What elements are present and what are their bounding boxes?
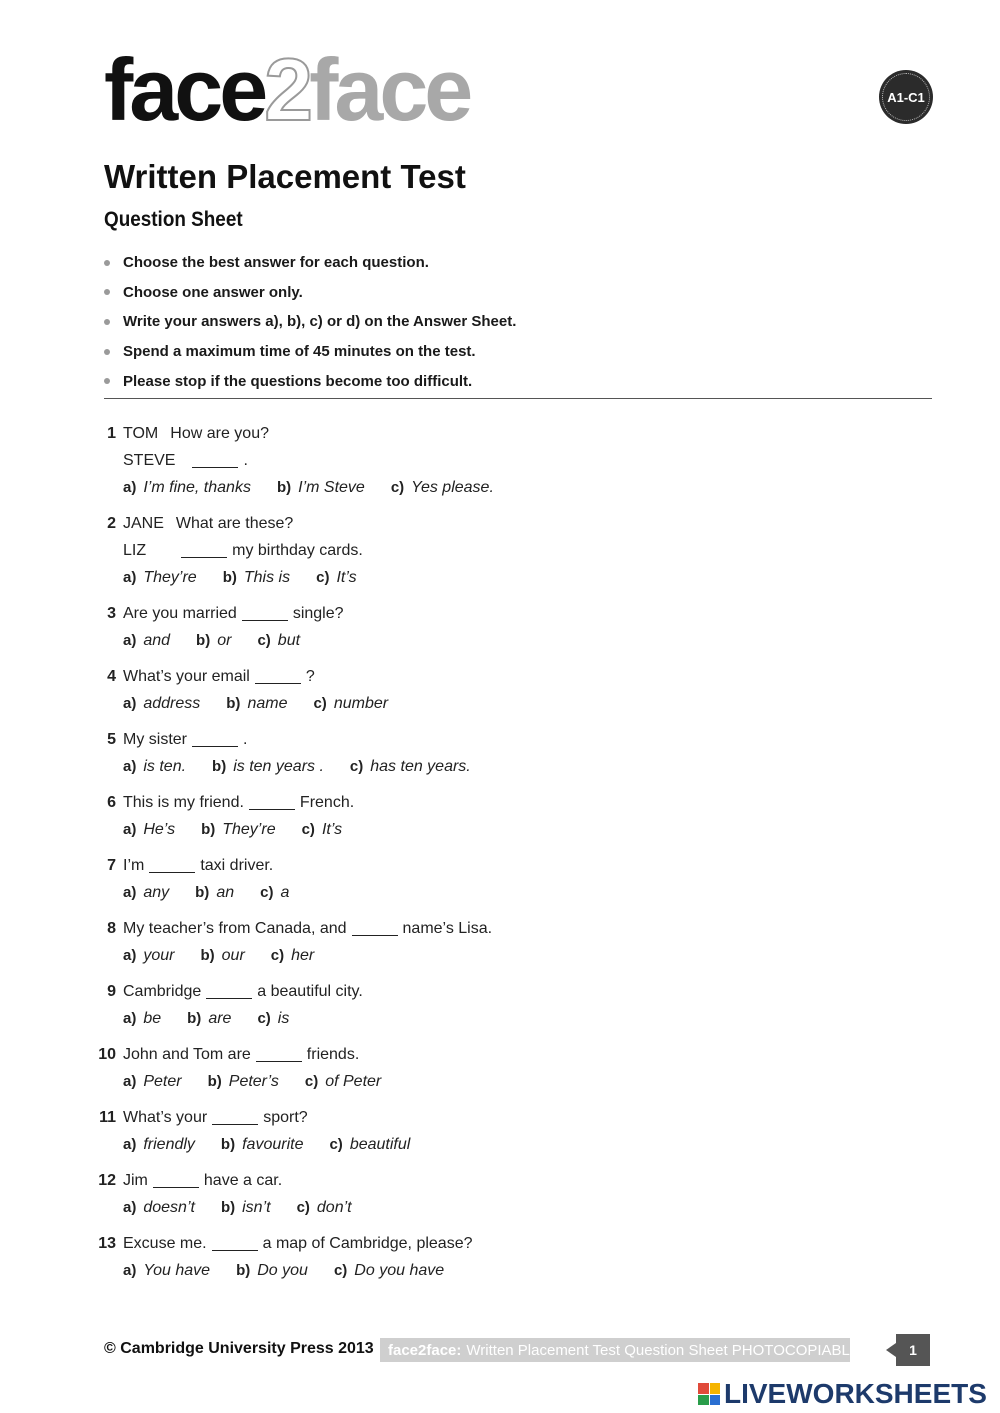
answer-options xyxy=(90,942,930,969)
option-text: is ten years . xyxy=(233,757,324,775)
answer-options xyxy=(90,1194,930,1221)
question-line xyxy=(90,510,930,537)
option-text: is xyxy=(277,1009,290,1027)
option-text: They’re xyxy=(222,820,276,838)
page-title: Written Placement Test xyxy=(104,158,466,195)
answer-option xyxy=(123,1262,210,1280)
bullet-icon xyxy=(104,260,110,266)
answer-option xyxy=(123,1199,195,1217)
question-text-after: name’s Lisa. xyxy=(402,919,493,937)
option-label: b) xyxy=(195,884,210,901)
question-text: My teacher’s from Canada, and xyxy=(123,919,347,937)
option-text: but xyxy=(277,631,301,649)
answer-options xyxy=(90,1257,930,1284)
footer-brand: face2face: xyxy=(388,1341,462,1359)
option-text: Yes please. xyxy=(411,478,494,496)
answer-option xyxy=(123,1136,195,1154)
option-label: a) xyxy=(123,884,137,901)
option-label: a) xyxy=(123,1073,137,1090)
answer-option xyxy=(226,695,287,713)
instruction-text: Choose one answer only. xyxy=(123,283,303,301)
question-text-after: ? xyxy=(305,667,315,685)
page-pointer-icon xyxy=(886,1343,896,1357)
question-item xyxy=(90,420,930,501)
option-label: b) xyxy=(196,632,211,649)
option-text: be xyxy=(143,1009,162,1027)
option-label: c) xyxy=(316,569,330,586)
answer-options xyxy=(90,1068,930,1095)
answer-option xyxy=(123,479,251,497)
question-item xyxy=(90,852,930,906)
answer-blank xyxy=(255,669,301,684)
option-text: isn’t xyxy=(242,1198,271,1216)
answer-option xyxy=(305,1073,381,1091)
answer-option xyxy=(123,695,200,713)
question-text-after: friends. xyxy=(306,1045,360,1063)
question-line xyxy=(90,1104,930,1131)
question-line xyxy=(90,1041,930,1068)
question-text-after: have a car. xyxy=(203,1171,283,1189)
answer-option xyxy=(123,569,197,587)
answer-option xyxy=(123,758,186,776)
question-item xyxy=(90,1230,930,1284)
answer-option xyxy=(350,758,471,776)
logo-part-2: 2 xyxy=(264,40,310,139)
option-label: c) xyxy=(349,758,364,775)
question-number: 11 xyxy=(99,1108,116,1126)
answer-options xyxy=(90,564,930,591)
option-label: b) xyxy=(207,1073,222,1090)
option-text: her xyxy=(291,946,315,964)
answer-blank xyxy=(352,921,398,936)
answer-option xyxy=(195,884,234,902)
option-label: a) xyxy=(123,1010,137,1027)
question-number: 5 xyxy=(107,730,116,748)
option-text: or xyxy=(217,631,232,649)
question-text-after: . xyxy=(243,730,248,748)
answer-option xyxy=(221,1199,271,1217)
page-subtitle: Question Sheet xyxy=(104,208,243,231)
question-line xyxy=(90,1230,930,1257)
question-text-after: French. xyxy=(299,793,355,811)
option-label: c) xyxy=(313,695,327,712)
option-text: Peter’s xyxy=(228,1072,279,1090)
liveworksheets-watermark xyxy=(698,1378,987,1410)
instruction-text: Choose the best answer for each question. xyxy=(123,254,429,272)
question-number: 4 xyxy=(107,667,116,685)
page-number: 1 xyxy=(896,1334,930,1366)
answer-option xyxy=(196,632,231,650)
option-text: your xyxy=(143,946,175,964)
option-text: They’re xyxy=(143,568,197,586)
option-label: b) xyxy=(236,1262,251,1279)
question-number: 10 xyxy=(98,1045,116,1063)
option-text: has ten years. xyxy=(370,757,471,775)
bullet-icon xyxy=(104,289,110,295)
answer-option xyxy=(257,1010,289,1028)
option-label: b) xyxy=(222,569,237,586)
option-label: c) xyxy=(333,1262,348,1279)
question-number: 3 xyxy=(107,604,116,622)
question-number: 2 xyxy=(107,514,116,532)
answer-blank xyxy=(212,1110,258,1125)
option-text: beautiful xyxy=(349,1135,411,1153)
instruction-text: Write your answers a), b), c) or d) on the Answer Sheet. xyxy=(123,313,517,331)
option-label: b) xyxy=(201,821,216,838)
option-text: is ten. xyxy=(143,757,187,775)
answer-options xyxy=(90,690,930,717)
question-item xyxy=(90,600,930,654)
answer-option xyxy=(236,1262,308,1280)
answer-options xyxy=(90,879,930,906)
question-line xyxy=(90,663,930,690)
option-text: He’s xyxy=(143,820,176,838)
question-line xyxy=(90,537,930,564)
question-text: John and Tom are xyxy=(123,1045,251,1063)
speaker-name: LIZ xyxy=(123,541,147,559)
option-text: our xyxy=(221,946,245,964)
speaker-name: STEVE xyxy=(123,451,176,469)
option-text: don’t xyxy=(316,1198,352,1216)
question-line xyxy=(90,447,930,474)
question-text: Jim xyxy=(123,1171,148,1189)
answer-options xyxy=(90,1131,930,1158)
copyright: © Cambridge University Press 2013 xyxy=(104,1340,374,1357)
answer-blank xyxy=(192,732,238,747)
instruction-text: Please stop if the questions become too difficult. xyxy=(123,372,473,390)
answer-option xyxy=(123,632,170,650)
answer-option xyxy=(329,1136,410,1154)
answer-option xyxy=(313,695,388,713)
question-line xyxy=(90,852,930,879)
question-number: 9 xyxy=(107,982,116,1000)
answer-option xyxy=(208,1073,279,1091)
answer-option xyxy=(271,947,314,965)
option-label: a) xyxy=(123,695,137,712)
option-label: c) xyxy=(260,884,274,901)
answer-option xyxy=(200,947,244,965)
answer-option xyxy=(316,569,357,587)
question-number: 7 xyxy=(107,856,116,874)
option-text: an xyxy=(216,883,235,901)
instruction-item xyxy=(104,278,516,308)
question-text: I’m xyxy=(123,856,145,874)
question-line xyxy=(90,978,930,1005)
bullet-icon xyxy=(104,319,110,325)
option-label: c) xyxy=(257,1010,271,1027)
option-label: c) xyxy=(257,632,271,649)
instruction-text: Spend a maximum time of 45 minutes on the test. xyxy=(123,343,476,361)
answer-options xyxy=(90,1005,930,1032)
question-number: 13 xyxy=(98,1234,116,1252)
question-line xyxy=(90,600,930,627)
answer-option xyxy=(221,1136,304,1154)
question-item xyxy=(90,726,930,780)
option-text: I’m Steve xyxy=(298,478,365,496)
level-badge xyxy=(879,70,933,124)
question-text-after: my birthday cards. xyxy=(232,541,363,559)
option-label: c) xyxy=(390,479,405,496)
questions-list xyxy=(90,420,930,1293)
question-number: 12 xyxy=(98,1171,116,1189)
option-label: c) xyxy=(329,1136,343,1153)
question-text: What are these? xyxy=(175,514,294,532)
answer-options xyxy=(90,474,930,501)
question-item xyxy=(90,978,930,1032)
answer-blank xyxy=(149,858,195,873)
logo-part-1: face xyxy=(104,40,265,139)
answer-option xyxy=(391,479,494,497)
question-text-after: a map of Cambridge, please? xyxy=(262,1234,473,1252)
question-number: 6 xyxy=(107,793,116,811)
answer-blank xyxy=(181,543,227,558)
answer-option xyxy=(297,1199,352,1217)
option-text: name xyxy=(247,694,288,712)
answer-option xyxy=(277,479,365,497)
question-text: My sister xyxy=(123,730,187,748)
question-text: Excuse me. xyxy=(123,1234,207,1252)
question-item xyxy=(90,510,930,591)
answer-option xyxy=(260,884,289,902)
option-label: a) xyxy=(123,569,137,586)
footer-band xyxy=(380,1338,860,1362)
option-label: b) xyxy=(220,1136,236,1153)
question-text: Are you married xyxy=(123,604,237,622)
answer-option xyxy=(123,1010,161,1028)
answer-option xyxy=(187,1010,231,1028)
answer-blank xyxy=(242,606,288,621)
option-label: c) xyxy=(270,947,285,964)
instruction-item xyxy=(104,248,516,278)
option-text: of Peter xyxy=(325,1072,382,1090)
answer-option xyxy=(212,758,324,776)
option-text: and xyxy=(143,631,171,649)
bullet-icon xyxy=(104,378,110,384)
answer-blank xyxy=(153,1173,199,1188)
watermark-text: LIVEWORKSHEETS xyxy=(724,1378,987,1409)
option-text: Do you xyxy=(257,1261,308,1279)
answer-option xyxy=(123,1073,182,1091)
question-number: 1 xyxy=(107,424,116,442)
option-text: favourite xyxy=(242,1135,304,1153)
question-number: 8 xyxy=(107,919,116,937)
option-text: friendly xyxy=(143,1135,195,1153)
answer-blank xyxy=(249,795,295,810)
logo-part-3: face xyxy=(309,40,470,139)
answer-option xyxy=(123,884,169,902)
question-text: What’s your xyxy=(123,1108,208,1126)
answer-option xyxy=(257,632,300,650)
liveworksheets-logo-icon xyxy=(698,1383,720,1405)
speaker-name: JANE xyxy=(123,514,164,532)
instructions-list xyxy=(104,248,516,396)
option-label: b) xyxy=(226,695,241,712)
question-item xyxy=(90,789,930,843)
option-text: any xyxy=(143,883,170,901)
option-label: a) xyxy=(123,821,137,838)
option-label: c) xyxy=(296,1199,310,1216)
option-text: number xyxy=(333,694,389,712)
option-label: b) xyxy=(220,1199,236,1216)
option-text: address xyxy=(143,694,201,712)
answer-option xyxy=(201,821,276,839)
level-badge-text: A1-C1 xyxy=(887,89,925,105)
option-text: You have xyxy=(143,1261,211,1279)
answer-options xyxy=(90,816,930,843)
option-label: a) xyxy=(123,947,137,964)
instruction-item xyxy=(104,307,516,337)
question-text: What’s your email xyxy=(123,667,250,685)
question-item xyxy=(90,1104,930,1158)
answer-blank xyxy=(212,1236,258,1251)
option-label: b) xyxy=(187,1010,202,1027)
instruction-item xyxy=(104,366,516,396)
answer-options xyxy=(90,753,930,780)
question-item xyxy=(90,1167,930,1221)
option-label: b) xyxy=(200,947,215,964)
question-item xyxy=(90,1041,930,1095)
answer-option xyxy=(123,947,174,965)
answer-option xyxy=(223,569,290,587)
bullet-icon xyxy=(104,349,110,355)
footer-band-text: Written Placement Test Question Sheet PHOTOCOPIABLE xyxy=(466,1341,860,1359)
question-text-after: single? xyxy=(292,604,344,622)
option-text: Do you have xyxy=(354,1261,445,1279)
answer-blank xyxy=(256,1047,302,1062)
option-label: a) xyxy=(123,758,137,775)
question-text: Cambridge xyxy=(123,982,202,1000)
option-label: a) xyxy=(123,1199,137,1216)
face2face-logo xyxy=(104,42,469,137)
section-divider xyxy=(104,398,932,399)
option-text: Peter xyxy=(143,1072,182,1090)
answer-option xyxy=(302,821,343,839)
option-text: doesn’t xyxy=(143,1198,195,1216)
answer-options xyxy=(90,627,930,654)
answer-option xyxy=(334,1262,444,1280)
option-text: It’s xyxy=(336,568,357,586)
question-text: This is my friend. xyxy=(123,793,244,811)
question-text-after: taxi driver. xyxy=(200,856,274,874)
answer-option xyxy=(123,821,175,839)
option-text: a xyxy=(280,883,290,901)
question-text-after: . xyxy=(243,451,248,469)
option-text: are xyxy=(208,1009,232,1027)
option-label: a) xyxy=(123,632,137,649)
option-label: a) xyxy=(123,1262,137,1279)
question-text-after: sport? xyxy=(263,1108,308,1126)
option-text: I’m fine, thanks xyxy=(143,478,251,496)
option-label: c) xyxy=(301,821,315,838)
answer-blank xyxy=(206,984,252,999)
option-label: b) xyxy=(276,479,292,496)
question-line xyxy=(90,420,930,447)
speaker-name: TOM xyxy=(123,424,159,442)
option-label: c) xyxy=(304,1073,319,1090)
instruction-item xyxy=(104,337,516,367)
question-line xyxy=(90,726,930,753)
question-text: How are you? xyxy=(170,424,269,442)
question-line xyxy=(90,915,930,942)
question-item xyxy=(90,915,930,969)
option-label: b) xyxy=(212,758,227,775)
option-text: It’s xyxy=(321,820,343,838)
answer-blank xyxy=(192,453,238,468)
question-item xyxy=(90,663,930,717)
question-line xyxy=(90,789,930,816)
option-label: a) xyxy=(123,1136,137,1153)
question-text-after: a beautiful city. xyxy=(257,982,363,1000)
question-line xyxy=(90,1167,930,1194)
option-text: This is xyxy=(243,568,291,586)
option-label: a) xyxy=(123,479,137,496)
